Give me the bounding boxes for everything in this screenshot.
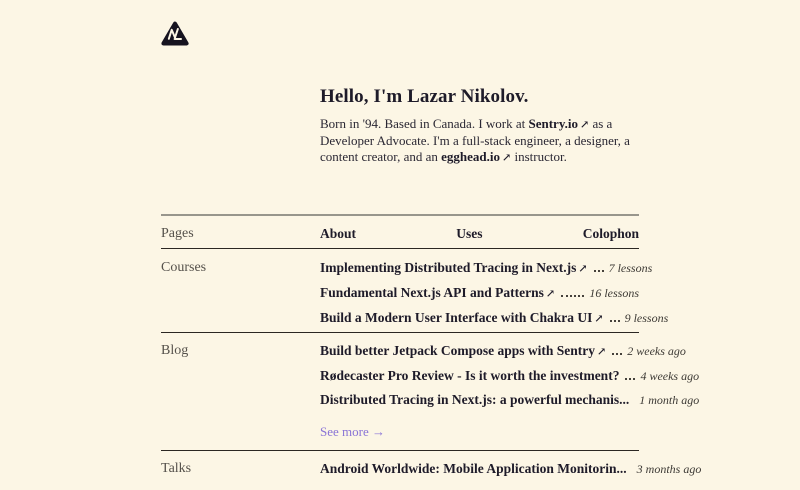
courses-row-label: Courses [161, 260, 207, 275]
external-arrow-icon: ↗ [597, 346, 607, 358]
nav-link-about[interactable]: About [320, 226, 357, 241]
course-link[interactable]: Implementing Distributed Tracing in Next.js ↗ [320, 260, 588, 275]
list-item [320, 284, 639, 303]
blog-post-link[interactable]: Rødecaster Pro Review - Is it worth the investment? [320, 368, 620, 383]
egghead-link[interactable]: egghead.io ↗ [441, 149, 512, 164]
blog-post-date: 4 weeks ago [640, 369, 700, 383]
list-item [320, 367, 700, 385]
pages-row-label: Pages [161, 226, 194, 241]
dotted-leader [612, 353, 622, 355]
list-item [320, 391, 700, 409]
arrow-right-icon: → [371, 424, 385, 439]
talks-row [161, 451, 702, 490]
course-lessons-count: 9 lessons [624, 311, 669, 325]
page [161, 0, 702, 490]
blog-post-link[interactable]: Distributed Tracing in Next.js: a powerful mechanis... [320, 392, 630, 407]
sentry-link[interactable]: Sentry.io ↗ [528, 116, 590, 131]
list-item [320, 460, 702, 478]
intro-part-2: as a Developer Advocate. I'm a full-stack engineer, a designer, a content creator, and an [320, 116, 630, 164]
list-item [320, 259, 653, 278]
dotted-leader [610, 320, 620, 322]
list-item [320, 309, 669, 328]
blog-post-date: 2 weeks ago [627, 344, 686, 358]
blog-post-date: 1 month ago [639, 393, 700, 407]
course-lessons-count: 16 lessons [589, 286, 639, 300]
nav-link-colophon[interactable]: Colophon [582, 226, 639, 241]
see-more-link[interactable]: See more → [320, 424, 385, 439]
dotted-leader [594, 270, 604, 272]
courses-list [320, 259, 669, 328]
dotted-leader [561, 295, 584, 297]
hero-section [320, 85, 639, 166]
nav-link-uses[interactable]: Uses [456, 226, 483, 241]
talks-list [320, 460, 702, 478]
external-arrow-icon: ↗ [594, 313, 604, 325]
intro-text [320, 116, 639, 166]
courses-row [161, 249, 669, 333]
intro-part-3: instructor. [511, 149, 567, 164]
page-title: Hello, I'm Lazar Nikolov. [320, 86, 529, 107]
talk-link[interactable]: Android Worldwide: Mobile Application Monitorin... [320, 461, 627, 476]
external-arrow-icon: ↗ [578, 263, 588, 275]
blog-row [161, 333, 700, 451]
course-lessons-count: 7 lessons [608, 261, 653, 275]
course-link[interactable]: Build a Modern User Interface with Chakra UI ↗ [320, 310, 604, 325]
pages-links [320, 225, 639, 242]
blog-post-link[interactable]: Build better Jetpack Compose apps with Sentry ↗ [320, 343, 607, 358]
logo-mark-icon [161, 20, 189, 47]
external-arrow-icon: ↗ [545, 288, 556, 300]
talk-date: 3 months ago [636, 462, 702, 476]
blog-list [320, 342, 700, 441]
external-arrow-icon: ↗ [579, 119, 590, 131]
blog-row-label: Blog [161, 343, 189, 358]
pages-row [161, 216, 639, 249]
list-item [320, 342, 686, 361]
content-table [161, 214, 702, 490]
external-arrow-icon: ↗ [502, 152, 512, 164]
talks-row-label: Talks [161, 461, 192, 476]
intro-part-1: Born in '94. Based in Canada. I work at [320, 116, 529, 131]
site-logo[interactable] [161, 20, 189, 47]
dotted-leader [625, 378, 635, 380]
site-header [161, 20, 639, 52]
course-link[interactable]: Fundamental Next.js API and Patterns ↗ [320, 285, 556, 300]
